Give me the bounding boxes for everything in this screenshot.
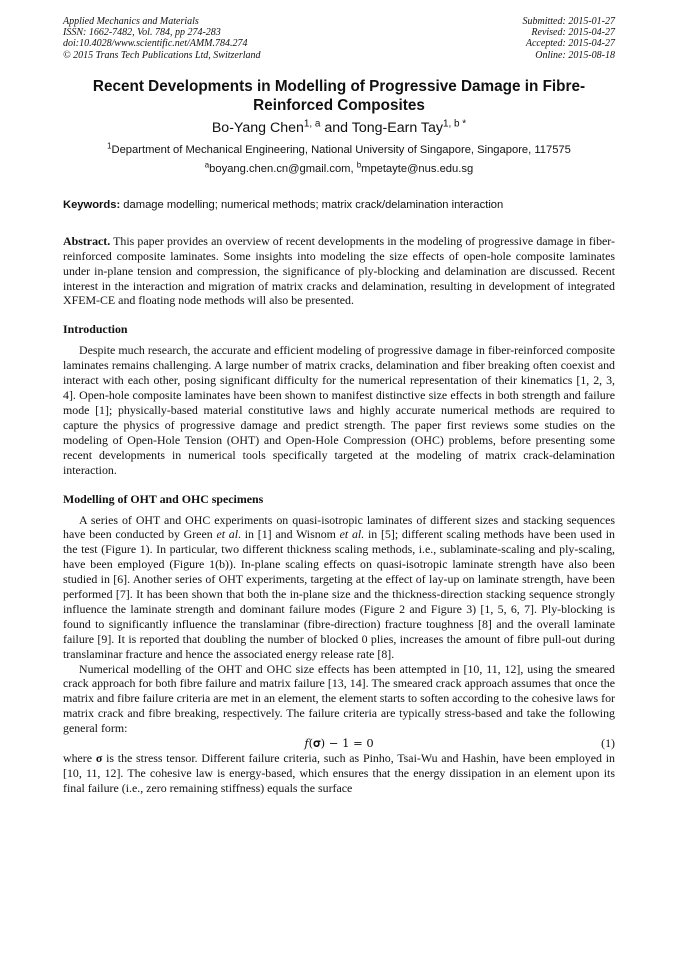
abstract-label: Abstract.	[63, 233, 111, 248]
email-link[interactable]: boyang.chen.cn@gmail.com,	[209, 162, 357, 175]
section-oht-ohc	[63, 513, 615, 796]
journal-doi: doi:10.4028/www.scientific.net/AMM.784.274	[63, 38, 248, 50]
submission-dates	[523, 16, 616, 61]
equation-number: (1)	[601, 736, 615, 751]
text-run-bold: σ	[95, 751, 103, 766]
section-heading-oht-ohc: Modelling of OHT and OHC specimens	[63, 491, 264, 506]
text-run: . in [1] and Wisnom	[238, 527, 340, 542]
author-affil-mark: 1, a	[303, 118, 321, 130]
section-introduction	[63, 343, 615, 477]
section-heading-introduction: Introduction	[63, 322, 128, 337]
date-submitted: Submitted: 2015-01-27	[522, 16, 615, 27]
author-list	[63, 119, 615, 137]
affiliation-mark: 1	[107, 141, 112, 151]
affiliation	[63, 143, 615, 157]
equation-1	[63, 736, 615, 751]
journal-copyright: © 2015 Trans Tech Publications Ltd, Switzerland	[63, 49, 261, 61]
keywords-text: damage modelling; numerical methods; matrix crack/delamination interaction	[120, 198, 504, 211]
keywords-label: Keywords:	[63, 198, 121, 211]
paper-title: Recent Developments in Modelling of Progressive Damage in Fibre-Reinforced Composites	[92, 77, 586, 114]
journal-name: Applied Mechanics and Materials	[63, 16, 199, 27]
affiliation-text: Department of Mechanical Engineering, National University of Singapore, Singapore, 117575	[111, 143, 571, 156]
date-revised: Revised: 2015-04-27	[531, 27, 615, 39]
date-online: Online: 2015-08-18	[535, 49, 615, 61]
paragraph: Numerical modelling of the OHT and OHC size effects has been attempted in [10, 11, 12], using the smeared crack approach for both fibre failure and matrix failure [13, 14]. The smeared crack approach assumes that once the matrix and fibre failure criteria are met in an element, the element starts to soften according to the cohesive laws for matrix crack and fibre breaking, respectively. The failure criteria are typically stress-based and take the following general form:	[63, 661, 615, 736]
abstract	[63, 234, 615, 309]
abstract-text: This paper provides an overview of recent developments in the modeling of progressive damage in fiber-reinforced composite laminates. Some insights into modeling the size effects of open-hole composite laminates under in-plane tension and compression, the significance of ply-blocking and delamination are discussed. Recent interest in the interaction and migration of matrix cracks and delamination, resulting in development of integrated XFEM-CE and floating node methods will also be presented.	[63, 233, 615, 308]
paragraph	[63, 513, 615, 662]
paragraph	[63, 751, 615, 796]
text-run: where	[63, 751, 96, 766]
journal-issn: ISSN: 1662-7482, Vol. 784, pp 274-283	[63, 27, 221, 39]
text-run: in [5]; different scaling methods have been used in the test (Figure 1). In particular, two different thickness scaling methods, i.e., sublaminate-scaling and ply-scaling, have been employed (Figure 1(b)). In-plane scaling effects on quasi-isotropic laminate strength have also been studied in [6]. Another series of OHT experiments, targeting at the effect of lay-up on laminate strength, have been performed [7]. It has been shown that both the in-plane size and the thickness-direction stacking sequence strongly influence the laminate strength and dominant failure modes (Figure 2 and Figure 3) [1, 5, 6, 7]. Ply-blocking is found to significantly influence the translaminar (fibre-direction) fracture toughness [8] and the overall laminate failure [9]. It is reported that doubling the number of blocked 0 plies, increases the amount of fibre pull-out during translaminar fracture and hence the associated energy release rate [8].	[63, 527, 615, 661]
author-name: Tong-Earn Tay	[351, 119, 443, 136]
email-link[interactable]: mpetayte@nus.edu.sg	[361, 162, 474, 175]
text-run: A series of OHT and OHC experiments on quasi-isotropic laminates of different sizes and stacking sequences have been conducted by Green	[63, 512, 615, 542]
journal-header	[63, 16, 615, 61]
keywords	[63, 198, 615, 212]
email-mark: b	[356, 160, 362, 170]
author-affil-mark: 1, b *	[442, 118, 467, 130]
author-connector: and	[320, 119, 352, 136]
author-emails	[63, 162, 615, 176]
equation-formula: 𝑓(𝛔) − 1 = 0	[304, 736, 374, 751]
date-accepted: Accepted: 2015-04-27	[525, 38, 615, 50]
text-run: is the stress tensor. Different failure criteria, such as Pinho, Tsai-Wu and Hashin, have been employed in [10, 11, 12]. The cohesive law is energy-based, which ensures that the energy dissipation in an element upon its final failure (i.e., zero remaining stiffness) equals the surface	[63, 751, 615, 795]
author-name: Bo-Yang Chen	[211, 119, 304, 136]
journal-info	[63, 16, 261, 61]
email-mark: a	[204, 160, 210, 170]
paragraph: Despite much research, the accurate and efficient modeling of progressive damage in fiber-reinforced composite laminates remains challenging. A large number of matrix cracks, delamination and fiber breaking often coexist and interact with each other, posing significant difficulty for the numerical representation of their kinematics [1, 2, 3, 4]. Open-hole composite laminates have been shown to manifest distinctive size effects in both strength and failure mode [1]; physically-based material constitutive laws and highly accurate numerical methods are required to capture the physics of progressive damage and predict strength. The paper first reviews some studies on the modeling of Open-Hole Tension (OHT) and Open-Hole Compression (OHC) problems, before presenting some recent developments in numerical tools specifically targeted at the modeling of matrix crack-delamination interaction.	[63, 343, 615, 477]
text-run-italic: et al	[216, 527, 239, 542]
text-run-italic: et al.	[339, 527, 365, 542]
